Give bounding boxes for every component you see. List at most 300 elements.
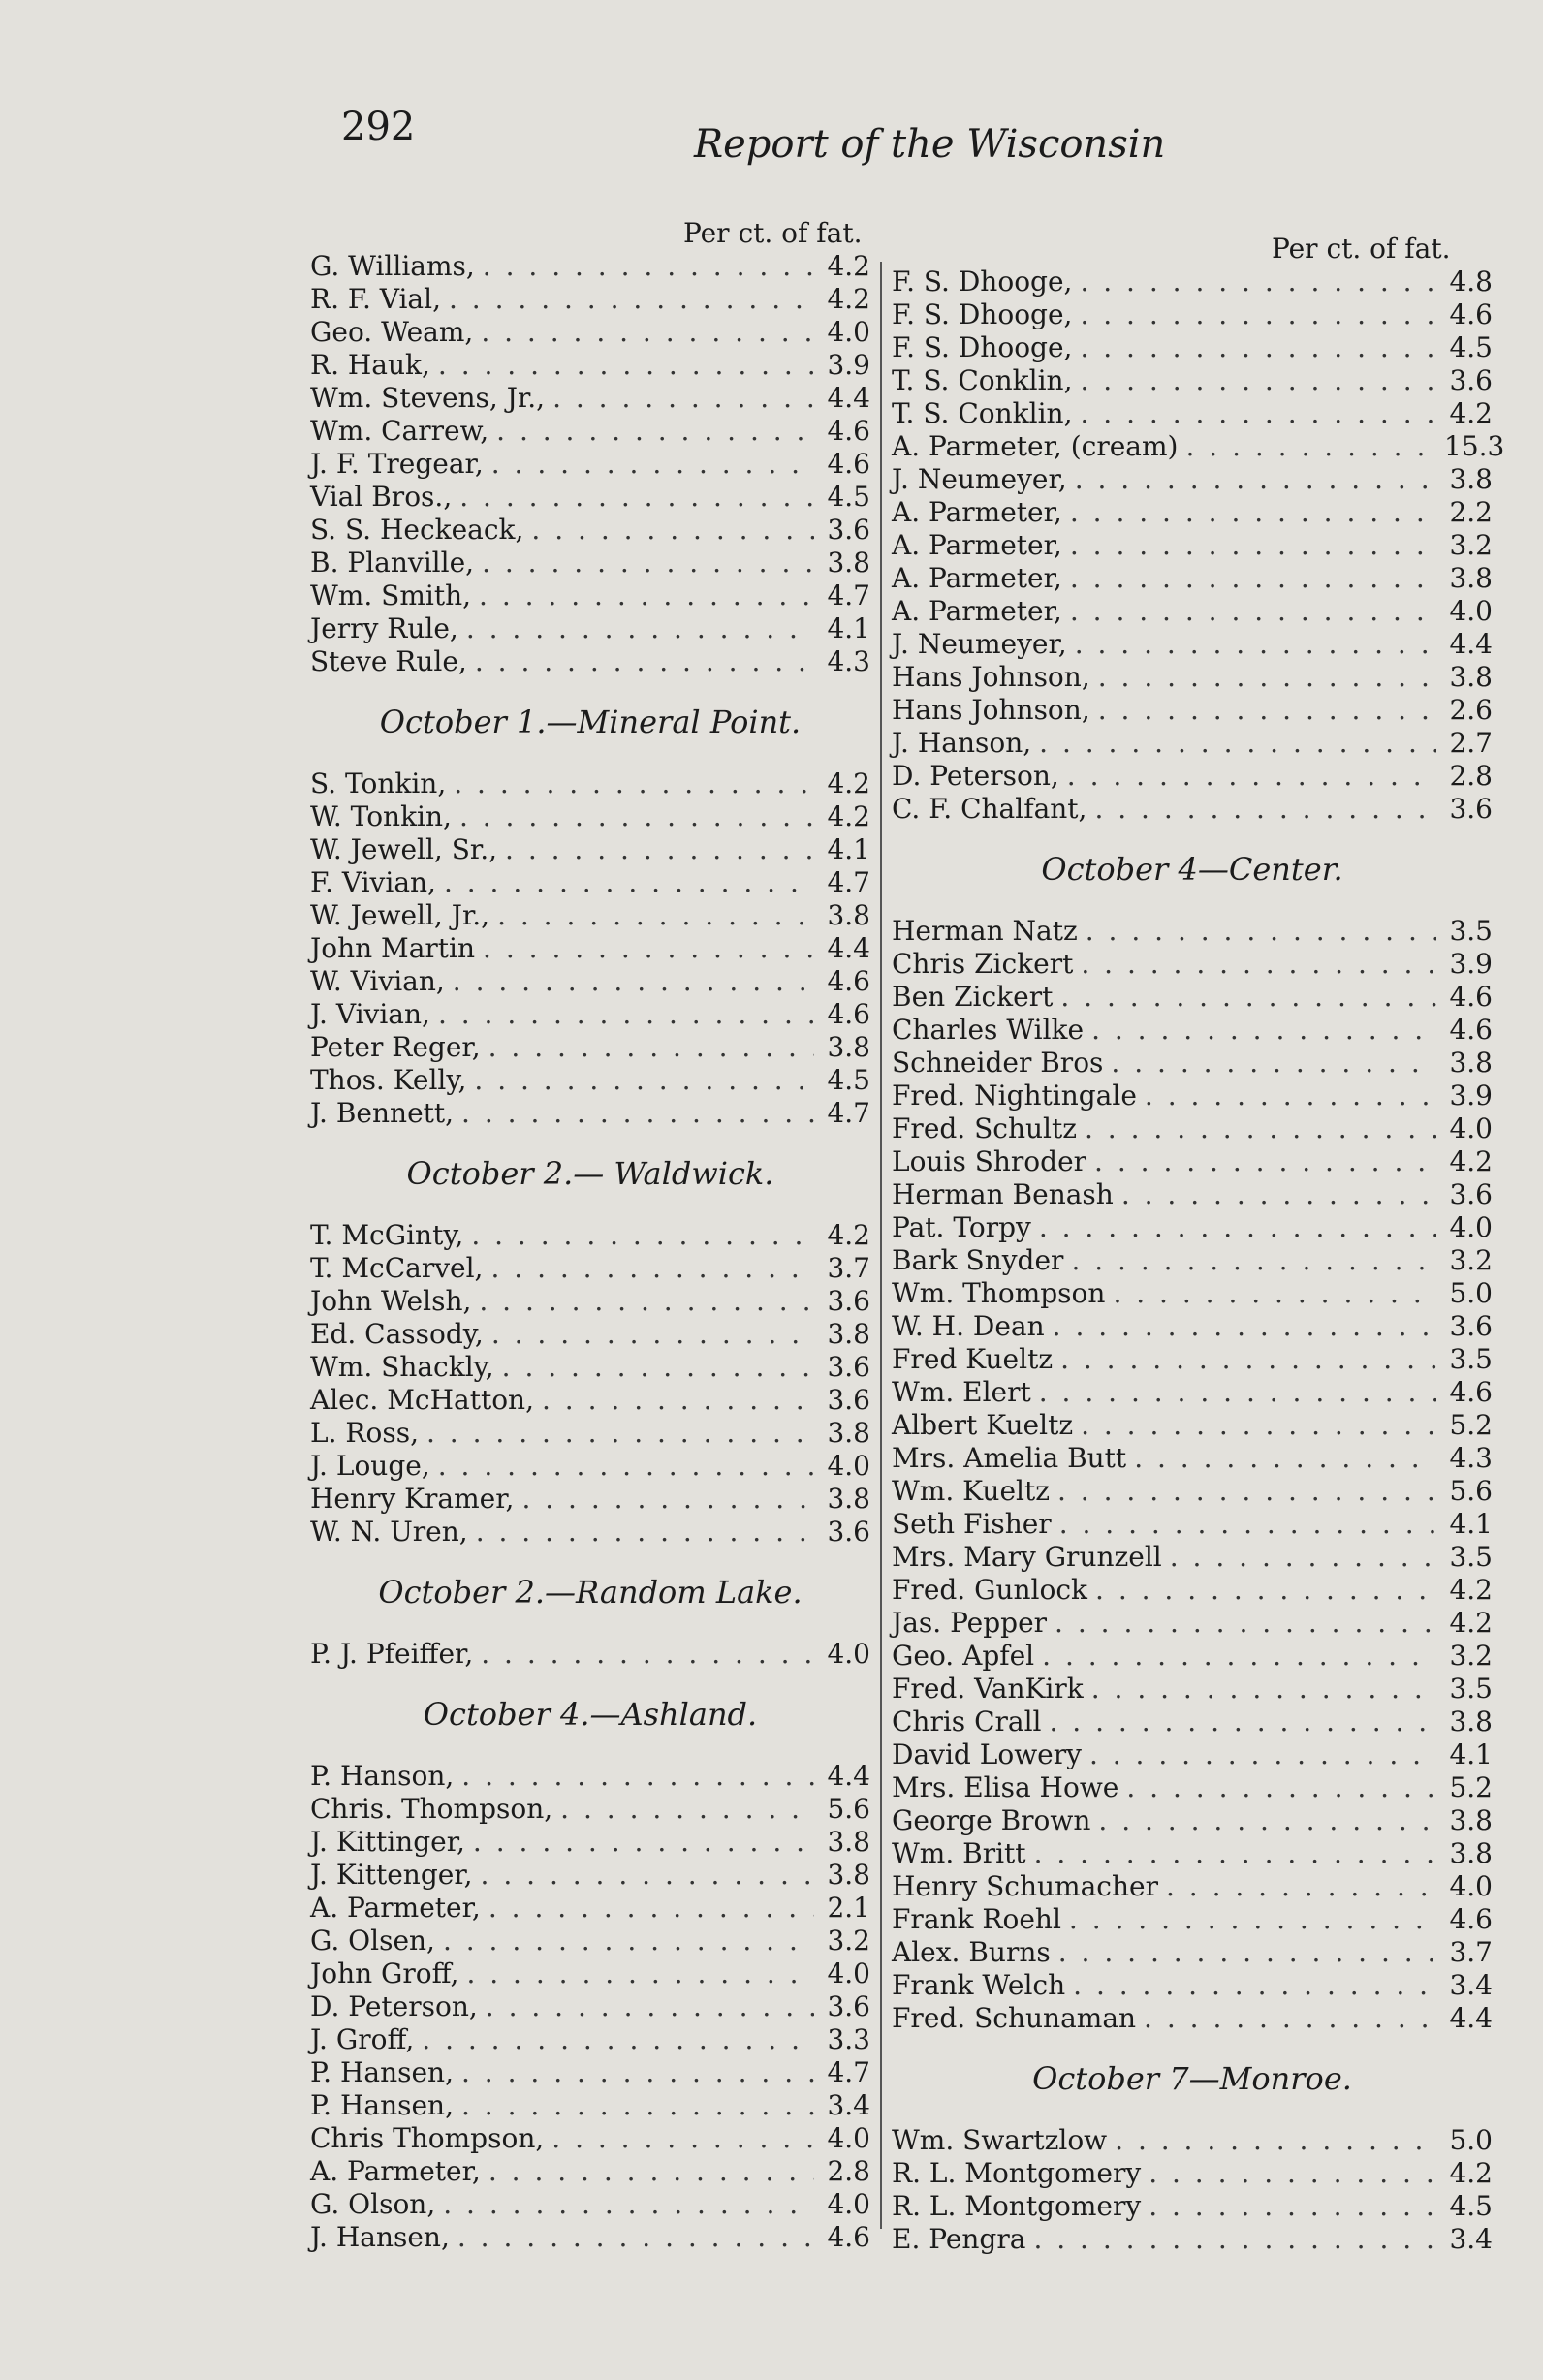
entry-row [892,1277,1493,1310]
entry-row [310,1892,870,1925]
entry-row [892,1475,1493,1508]
entry-name: D. Peterson, [310,1990,478,2022]
dot-leader [1126,1771,1436,1804]
right-column [892,266,1505,2256]
dot-leader [551,2122,814,2155]
entry-row [892,496,1493,529]
dot-leader [1055,1607,1436,1640]
dot-leader [1081,1409,1436,1442]
fat-percent-value: 5.6 [1449,1475,1493,1507]
entry-name: Jas. Pepper [892,1607,1048,1639]
dot-leader [1095,1574,1436,1607]
entry-row [310,1957,870,1990]
entry-name: Wm. Kueltz [892,1475,1050,1507]
entry-row [892,2002,1493,2035]
entry-name: Fred Kueltz [892,1343,1054,1375]
fat-percent-value: 3.6 [1449,364,1493,396]
dot-leader [1145,1080,1436,1112]
fat-percent-value: 4.0 [827,316,870,348]
entry-name: P. Hansen, [310,2089,454,2121]
entry-name: Wm. Stevens, Jr., [310,382,546,414]
entry-name: Jerry Rule, [310,612,458,644]
entry-row [892,1178,1493,1211]
dot-leader [1075,628,1436,661]
fat-percent-value: 4.6 [827,448,870,480]
fat-percent-value: 5.0 [1449,1277,1493,1309]
dot-leader [1085,1112,1436,1145]
fat-percent-value: 4.5 [1449,2190,1493,2222]
entry-row [892,463,1493,496]
fat-percent-value: 4.1 [1449,1508,1493,1540]
dot-leader [497,899,814,932]
fat-percent-value: 3.2 [1449,529,1493,561]
fat-percent-value: 3.6 [827,1285,870,1317]
dot-leader [1134,1442,1436,1475]
entry-name: David Lowery [892,1738,1082,1770]
entry-name: Charles Wilke [892,1014,1085,1046]
dot-leader [521,1483,814,1516]
dot-leader [1057,1475,1436,1508]
entry-row [310,1417,870,1450]
fat-percent-value: 4.8 [1449,266,1493,298]
entry-row [310,1760,870,1793]
dot-leader [457,2221,814,2254]
entry-row [892,1211,1493,1244]
dot-leader [481,1638,814,1671]
entry-row [892,727,1493,760]
entry-name: Steve Rule, [310,645,467,677]
entry-name: John Welsh, [310,1285,472,1317]
entry-name: Fred. Nightingale [892,1080,1137,1112]
page-number: 292 [341,105,416,149]
dot-leader [1089,1738,1436,1771]
entry-row [310,1252,870,1285]
dot-leader [443,2188,814,2221]
entry-name: John Martin [310,932,476,964]
entry-name: Mrs. Mary Grunzell [892,1541,1162,1573]
dot-leader [459,481,814,514]
entry-name: A. Parmeter, [892,562,1062,594]
dot-leader [481,316,814,349]
entry-row [310,481,870,514]
entry-name: Geo. Weam, [310,316,474,348]
dot-leader [1111,1047,1436,1080]
entry-name: Wm. Thompson [892,1277,1106,1309]
dot-leader [461,1097,814,1130]
entry-row [892,915,1493,948]
entry-row [310,2221,870,2254]
dot-leader [1070,529,1436,562]
entry-row [310,382,870,415]
entry-row [892,1903,1493,1936]
entry-name: W. Jewell, Jr., [310,899,490,931]
fat-percent-value: 3.6 [827,1990,870,2022]
fat-percent-value: 4.6 [1449,1376,1493,1408]
fat-percent-value: 3.8 [1449,1047,1493,1079]
entry-name: Chris. Thompson, [310,1793,553,1825]
fat-percent-value: 3.2 [1449,1640,1493,1672]
entry-name: W. Vivian, [310,965,445,997]
fat-percent-value: 3.8 [827,1417,870,1449]
entry-row [310,1638,870,1671]
entry-name: A. Parmeter, (cream) [892,430,1179,462]
entry-row [310,1516,870,1549]
dot-leader [461,1760,814,1793]
dot-leader [1042,1640,1436,1673]
fat-percent-value: 4.6 [1449,1014,1493,1046]
fat-percent-value: 3.6 [1449,793,1493,825]
entry-row [892,364,1493,397]
entry-row [310,579,870,612]
entry-row [892,1804,1493,1837]
fat-percent-value: 3.8 [1449,1837,1493,1869]
dot-leader [560,1793,814,1826]
entry-row [310,965,870,998]
entry-row [892,266,1493,298]
entry-row [892,1310,1493,1343]
fat-percent-value: 3.6 [827,1516,870,1548]
dot-leader [1094,1145,1436,1178]
dot-leader [502,1351,814,1384]
entry-row [892,1376,1493,1409]
entry-name: George Brown [892,1804,1091,1836]
dot-leader [496,415,814,448]
entry-row [892,1508,1493,1541]
entry-row [892,1014,1493,1047]
fat-percent-value: 3.2 [827,1925,870,1957]
fat-percent-value: 3.8 [1449,463,1493,495]
fat-percent-value: 4.2 [1449,1607,1493,1639]
entry-name: Wm. Swartzlow [892,2124,1108,2156]
fat-percent-value: 3.5 [1449,1673,1493,1705]
dot-leader [453,965,814,998]
dot-leader [483,932,814,965]
entry-row [892,1145,1493,1178]
entry-row [892,1870,1493,1903]
entry-row [310,1990,870,2023]
running-head: Report of the Wisconsin [694,122,1166,167]
fat-percent-value: 4.2 [1449,1574,1493,1606]
entry-row [892,1343,1493,1376]
fat-percent-value: 3.8 [1449,1804,1493,1836]
entry-row [310,2089,870,2122]
fat-percent-value: 4.3 [827,645,870,677]
dot-leader [475,645,814,678]
dot-leader [1060,1343,1436,1376]
entry-row [310,2188,870,2221]
fat-percent-value: 4.0 [827,2122,870,2154]
entry-row [310,2122,870,2155]
fat-percent-value: 3.2 [1449,1244,1493,1276]
dot-leader [1039,1376,1436,1409]
dot-leader [1070,496,1436,529]
entry-name: L. Ross, [310,1417,419,1449]
entry-row [892,397,1493,430]
entry-name: Fred. Schultz [892,1112,1077,1144]
dot-leader [1067,760,1436,793]
dot-leader [466,612,814,645]
entry-row [310,2023,870,2056]
entry-row [310,250,870,283]
entry-row [892,1442,1493,1475]
entry-row [892,1969,1493,2002]
entry-name: Hans Johnson, [892,661,1090,693]
dot-leader [479,1285,814,1318]
entry-name: J. Neumeyer, [892,463,1067,495]
fat-percent-value: 3.4 [1449,2223,1493,2255]
dot-leader [1080,298,1436,331]
entry-name: Frank Welch [892,1969,1066,2001]
entry-name: D. Peterson, [892,760,1059,792]
fat-percent-value: 3.8 [827,1318,870,1350]
entry-name: J. Kittinger, [310,1826,465,1858]
entry-name: J. Groff, [310,2023,415,2055]
fat-percent-value: 3.5 [1449,1343,1493,1375]
fat-percent-value: 2.8 [1449,760,1493,792]
dot-leader [1070,562,1436,595]
entry-name: Wm. Shackly, [310,1351,494,1383]
section-title: October 1.—Mineral Point. [379,704,802,740]
entry-name: Thos. Kelly, [310,1064,467,1096]
fat-percent-value: 4.0 [827,1638,870,1670]
entry-name: A. Parmeter, [310,2155,481,2187]
entry-row [310,1285,870,1318]
fat-percent-value: 3.8 [827,1859,870,1891]
fat-percent-value: 4.2 [827,1219,870,1251]
dot-leader [426,1417,814,1450]
fat-percent-value: 3.5 [1449,915,1493,947]
dot-leader [438,1450,814,1483]
dot-leader [1053,1310,1436,1343]
entry-row [892,694,1493,727]
dot-leader [1034,1837,1436,1870]
dot-leader [1069,1903,1436,1936]
fat-percent-value: 4.6 [827,998,870,1030]
dot-leader [1070,595,1436,628]
dot-leader [479,579,814,612]
entry-row [310,514,870,547]
entry-row [310,1318,870,1351]
dot-leader [1039,1211,1436,1244]
entry-row [892,2124,1493,2157]
entry-row [310,448,870,481]
fat-percent-value: 2.2 [1449,496,1493,528]
entry-name: S. S. Heckeack, [310,514,524,546]
fat-percent-value: 3.4 [827,2089,870,2121]
entry-row [892,298,1493,331]
dot-leader [1185,430,1436,463]
fat-percent-value: 3.6 [827,514,870,546]
fat-percent-value: 4.6 [827,965,870,997]
fat-percent-value: 3.8 [827,899,870,931]
fat-percent-value: 4.5 [827,1064,870,1096]
fat-percent-value: 4.2 [1449,397,1493,429]
entry-name: E. Pengra [892,2223,1026,2255]
entry-row [310,1219,870,1252]
fat-percent-value: 15.3 [1444,430,1505,462]
entry-row [310,2056,870,2089]
entry-name: F. Vivian, [310,866,436,898]
entry-name: Wm. Carrew, [310,415,489,447]
fat-percent-value: 3.8 [827,1031,870,1063]
fat-percent-value: 4.2 [1449,1145,1493,1177]
dot-leader [1080,397,1436,430]
dot-leader [542,1384,814,1417]
dot-leader [483,250,814,283]
fat-percent-value: 4.6 [1449,298,1493,330]
entry-row [310,547,870,579]
dot-leader [531,514,814,547]
entry-name: Herman Benash [892,1178,1114,1210]
fat-percent-value: 4.4 [827,382,870,414]
entry-row [892,1673,1493,1706]
entry-row [310,1097,870,1130]
dot-leader [486,1990,814,2023]
dot-leader [482,547,814,579]
dot-leader [438,998,814,1031]
dot-leader [473,1826,814,1859]
dot-leader [1098,1804,1436,1837]
dot-leader [488,1031,814,1064]
dot-leader [1098,694,1436,727]
entry-name: C. F. Chalfant, [892,793,1087,825]
entry-row [310,998,870,1031]
dot-leader [466,1957,814,1990]
fat-percent-value: 4.4 [1449,628,1493,660]
fat-percent-value: 4.2 [827,800,870,832]
fat-percent-value: 2.1 [827,1892,870,1924]
dot-leader [1094,793,1436,826]
entry-row [892,1771,1493,1804]
entry-name: Mrs. Amelia Butt [892,1442,1127,1474]
entry-name: Peter Reger, [310,1031,481,1063]
dot-leader [1081,948,1436,981]
entry-name: B. Planville, [310,547,475,579]
entry-row [892,2190,1493,2223]
entry-row [892,948,1493,981]
entry-row [892,661,1493,694]
fat-percent-value: 4.6 [1449,1903,1493,1935]
fat-percent-value: 4.2 [1449,2157,1493,2189]
section-title: October 4.—Ashland. [423,1696,758,1733]
entry-row [310,866,870,899]
dot-leader [1033,2223,1436,2256]
entry-row [892,1574,1493,1607]
right-column-header: Per ct. of fat. [1272,233,1451,265]
entry-row [310,612,870,645]
entry-row [310,283,870,316]
entry-row [310,899,870,932]
entry-name: J. Hanson, [892,727,1032,759]
entry-name: Wm. Smith, [310,579,472,611]
dot-leader [1144,2002,1436,2035]
dot-leader [449,283,814,316]
dot-leader [1039,727,1436,760]
fat-percent-value: 4.1 [827,833,870,865]
entry-name: R. L. Montgomery [892,2190,1142,2222]
section-title: October 7—Monroe. [1032,2060,1352,2097]
fat-percent-value: 4.7 [827,1097,870,1129]
fat-percent-value: 3.9 [1449,948,1493,980]
dot-leader [488,1892,814,1925]
entry-row [892,1607,1493,1640]
entry-name: J. Bennett, [310,1097,455,1129]
entry-name: Henry Kramer, [310,1483,515,1515]
entry-name: T. S. Conklin, [892,364,1073,396]
dot-leader [1073,1969,1436,2002]
fat-percent-value: 2.6 [1449,694,1493,726]
dot-leader [490,1252,814,1285]
fat-percent-value: 3.4 [1449,1969,1493,2001]
dot-leader [422,2023,814,2056]
entry-name: S. Tonkin, [310,767,447,799]
entry-row [892,331,1493,364]
entry-row [892,628,1493,661]
entry-row [892,1738,1493,1771]
dot-leader [488,2155,814,2188]
fat-percent-value: 3.8 [1449,661,1493,693]
entry-row [892,1936,1493,1969]
dot-leader [459,800,814,833]
entry-name: Ed. Cassody, [310,1318,484,1350]
fat-percent-value: 4.7 [827,579,870,611]
dot-leader [1115,2124,1436,2157]
entry-name: T. S. Conklin, [892,397,1073,429]
dot-leader [474,1064,814,1097]
dot-leader [1091,1673,1436,1706]
fat-percent-value: 4.0 [1449,1870,1493,1902]
column-divider [880,262,882,2229]
entry-name: Frank Roehl [892,1903,1061,1935]
entry-row [892,793,1493,826]
entry-row [892,1640,1493,1673]
entry-name: P. Hansen, [310,2056,454,2088]
entry-name: J. Neumeyer, [892,628,1067,660]
entry-row [892,1837,1493,1870]
fat-percent-value: 4.6 [1449,981,1493,1013]
entry-name: A. Parmeter, [892,529,1062,561]
entry-name: Geo. Apfel [892,1640,1035,1672]
entry-name: Albert Kueltz [892,1409,1074,1441]
dot-leader [1149,2190,1436,2223]
entry-name: J. Vivian, [310,998,430,1030]
entry-name: Chris Zickert [892,948,1074,980]
dot-leader [1113,1277,1436,1310]
dot-leader [1049,1706,1436,1738]
dot-leader [461,2089,814,2122]
entry-name: T. McCarvel, [310,1252,484,1284]
dot-leader [471,1219,814,1252]
entry-name: W. N. Uren, [310,1516,468,1548]
entry-name: Ben Zickert [892,981,1054,1013]
entry-row [310,800,870,833]
entry-row [310,1031,870,1064]
dot-leader [1170,1541,1436,1574]
entry-name: J. F. Tregear, [310,448,484,480]
entry-row [892,562,1493,595]
entry-row [310,1793,870,1826]
dot-leader [1086,915,1436,948]
fat-percent-value: 4.4 [827,1760,870,1792]
dot-leader [443,1925,814,1957]
fat-percent-value: 4.0 [827,1450,870,1482]
entry-name: R. L. Montgomery [892,2157,1142,2189]
entry-row [310,415,870,448]
entry-row [892,2157,1493,2190]
entry-name: A. Parmeter, [310,1892,481,1924]
fat-percent-value: 4.4 [827,932,870,964]
fat-percent-value: 4.7 [827,866,870,898]
